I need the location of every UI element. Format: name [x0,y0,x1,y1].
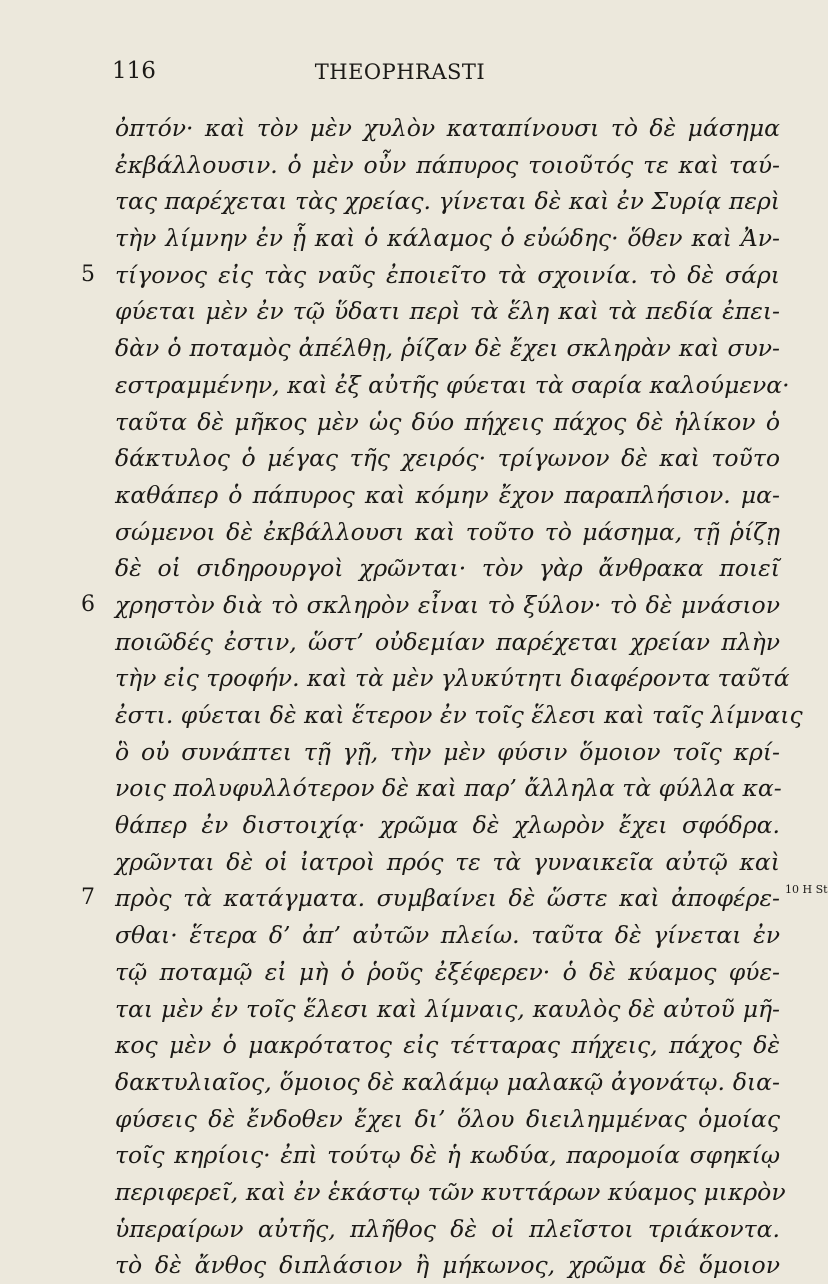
text-line [115,1174,786,1211]
line-text: τὴν εἰς τροφήν. καὶ τὰ μὲν γλυκύτητι διαφέροντα ταῦτά [115,664,790,693]
margin-reference: 10 H St [785,883,828,897]
text-line [115,697,803,734]
line-text: τὴν λίμνην ἐν ᾗ καὶ ὁ κάλαμος ὁ εὐώδης· ὅθεν καὶ Ἀν- [115,224,780,253]
line-text: ὀπτόν· καὶ τὸν μὲν χυλὸν καταπίνουσι τὸ δὲ μάσημα [115,114,780,142]
line-text: χρῶνται δὲ οἱ ἰατροὶ πρός τε τὰ γυναικεῖα αὐτῷ καὶ [115,847,780,876]
line-text: τὸ δὲ ἄνθος διπλάσιον ἢ μήκωνος, χρῶμα δὲ ὅμοιον [115,1251,780,1280]
text-line [115,734,780,771]
text-line [115,991,780,1028]
line-text: δάκτυλος ὁ μέγας τῆς χειρός· τρίγωνον δὲ καὶ τοῦτο [115,444,780,473]
line-text: ἐστι. φύεται δὲ καὶ ἕτερον ἐν τοῖς ἕλεσι καὶ ταῖς λίμναις [115,701,803,729]
text-line [115,770,780,807]
text-line [81,587,780,624]
section-number: 7 [81,885,95,911]
text-line [115,293,780,330]
line-text: περιφερεῖ, καὶ ἐν ἑκάστῳ τῶν κυττάρων κύαμος μικρὸν [115,1177,786,1206]
text-line [115,1064,780,1101]
section-number: 5 [81,261,95,287]
text-line [115,954,780,991]
line-text: χρηστὸν διὰ τὸ σκληρὸν εἶναι τὸ ξύλον· τὸ δὲ μνάσιον [115,590,780,619]
text-line [81,880,828,917]
text-line [115,807,780,844]
line-text: φύσεις δὲ ἔνδοθεν ἔχει δι’ ὅλου διειλημμένας ὁμοίας [115,1104,780,1133]
text-line [115,1027,780,1064]
text-line [115,220,780,257]
line-text: ποιῶδές ἐστιν, ὥστ’ οὐδεμίαν παρέχεται χρείαν πλὴν [115,627,780,656]
line-text: θάπερ ἐν διστοιχίᾳ· χρῶμα δὲ χλωρὸν ἔχει σφόδρα. [115,811,780,840]
line-text: ὃ οὐ συνάπτει τῇ γῇ, τὴν μὲν φύσιν ὅμοιον τοῖς κρί- [115,737,780,766]
section-number: 6 [81,591,95,617]
text-line [115,1211,780,1248]
text-line [115,440,780,477]
text-line [115,477,780,514]
text-line [115,367,790,404]
text-line [81,257,780,294]
text-line [115,1247,780,1284]
text-line [115,917,780,954]
line-text: φύεται μὲν ἐν τῷ ὕδατι περὶ τὰ ἕλη καὶ τὰ πεδία ἐπει- [115,297,780,326]
line-text: σθαι· ἕτερα δ’ ἀπ’ αὐτῶν πλείω. ταῦτα δὲ γίνεται ἐν [115,921,780,950]
line-text: πρὸς τὰ κατάγματα. συμβαίνει δὲ ὥστε καὶ ἀποφέρε- [115,884,780,913]
line-text: νοις πολυφυλλότερον δὲ καὶ παρ’ ἄλληλα τὰ φύλλα κα- [115,774,782,803]
text-body [81,110,828,1284]
line-text: ἐκβάλλουσιν. ὁ μὲν οὖν πάπυρος τοιοῦτός τε καὶ ταύ- [115,150,780,179]
line-text: ὑπεραίρων αὐτῆς, πλῆθος δὲ οἱ πλεῖστοι τριάκοντα. [115,1214,780,1243]
line-text: δὲ οἱ σιδηρουργοὶ χρῶνται· τὸν γὰρ ἄνθρακα ποιεῖ [115,554,780,583]
line-text: ταῦτα δὲ μῆκος μὲν ὡς δύο πήχεις πάχος δὲ ἡλίκον ὁ [115,407,780,436]
text-line [115,624,780,661]
line-text: σώμενοι δὲ ἐκβάλλουσι καὶ τοῦτο τὸ μάσημα, τῇ ῥίζῃ [115,517,780,546]
text-line [115,514,780,551]
line-text: δὰν ὁ ποταμὸς ἀπέλθῃ, ῥίζαν δὲ ἔχει σκληρὰν καὶ συν- [115,334,780,363]
text-line [115,110,780,147]
text-line [115,1137,780,1174]
text-line [115,660,790,697]
text-line [115,844,780,881]
line-text: εστραμμένην, καὶ ἐξ αὐτῆς φύεται τὰ σαρία καλούμενα· [115,370,790,399]
line-text: τίγονος εἰς τὰς ναῦς ἐποιεῖτο τὰ σχοινία. τὸ δὲ σάρι [115,260,780,289]
page-number: 116 [112,58,156,84]
text-line [115,183,780,220]
line-text: ται μὲν ἐν τοῖς ἕλεσι καὶ λίμναις, καυλὸς δὲ αὐτοῦ μῆ- [115,994,780,1023]
text-line [115,147,780,184]
line-text: κος μὲν ὁ μακρότατος εἰς τέτταρας πήχεις, πάχος δὲ [115,1031,780,1060]
line-text: δακτυλιαῖος, ὅμοιος δὲ καλάμῳ μαλακῷ ἀγονάτῳ. δια- [115,1067,780,1096]
text-line [115,550,780,587]
line-text: τῷ ποταμῷ εἰ μὴ ὁ ῥοῦς ἐξέφερεν· ὁ δὲ κύαμος φύε- [115,957,780,986]
running-title: THEOPHRASTI [314,60,486,84]
page-header [0,58,800,94]
line-text: καθάπερ ὁ πάπυρος καὶ κόμην ἔχον παραπλήσιον. μα- [115,480,780,509]
line-text: τοῖς κηρίοις· ἐπὶ τούτῳ δὲ ἡ κωδύα, παρομοία σφηκίῳ [115,1141,780,1170]
text-line [115,330,780,367]
text-line [115,404,780,441]
text-line [115,1101,780,1138]
line-text: τας παρέχεται τὰς χρείας. γίνεται δὲ καὶ ἐν Συρίᾳ περὶ [115,187,780,216]
